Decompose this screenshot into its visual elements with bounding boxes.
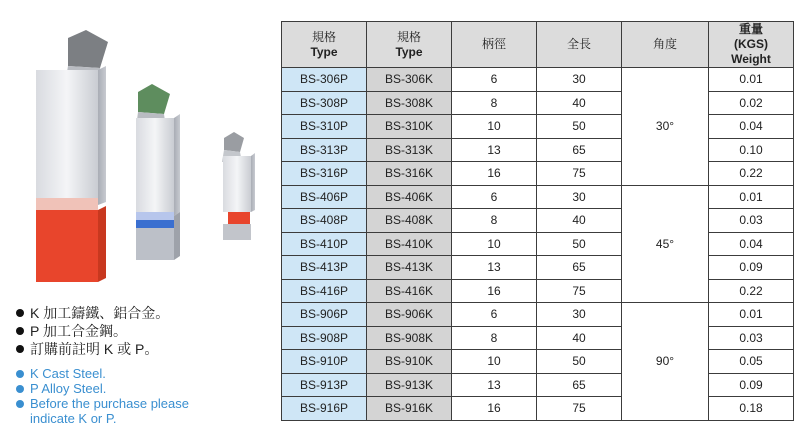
header-length: 全長 xyxy=(537,22,622,68)
code-p: BS-416P xyxy=(282,279,367,303)
shank-cell: 16 xyxy=(452,162,537,186)
weight-cell: 0.10 xyxy=(709,138,794,162)
code-k: BS-313K xyxy=(367,138,452,162)
bullet-icon xyxy=(16,309,24,317)
table-row xyxy=(282,326,794,350)
table-row xyxy=(282,397,794,421)
shank-cell: 13 xyxy=(452,138,537,162)
table-row xyxy=(282,115,794,139)
shank-cell: 10 xyxy=(452,115,537,139)
code-k: BS-910K xyxy=(367,350,452,374)
weight-cell: 0.01 xyxy=(709,303,794,327)
weight-cell: 0.02 xyxy=(709,91,794,115)
header-shank: 柄徑 xyxy=(452,22,537,68)
length-cell: 75 xyxy=(537,279,622,303)
note-zh-item: P 加工合金鋼。 xyxy=(16,322,169,340)
length-cell: 50 xyxy=(537,232,622,256)
weight-cell: 0.09 xyxy=(709,256,794,280)
length-cell: 50 xyxy=(537,115,622,139)
note-en-item: Before the purchase please indicate K or P. xyxy=(16,396,220,426)
large-tool-bit xyxy=(36,30,108,282)
code-k: BS-410K xyxy=(367,232,452,256)
weight-cell: 0.03 xyxy=(709,209,794,233)
weight-cell: 0.05 xyxy=(709,350,794,374)
code-k: BS-413K xyxy=(367,256,452,280)
code-k: BS-916K xyxy=(367,397,452,421)
code-p: BS-906P xyxy=(282,303,367,327)
length-cell: 30 xyxy=(537,303,622,327)
header-spec-p: 規格 Type xyxy=(282,22,367,68)
weight-cell: 0.01 xyxy=(709,185,794,209)
bullet-icon xyxy=(16,345,24,353)
code-k: BS-408K xyxy=(367,209,452,233)
code-p: BS-406P xyxy=(282,185,367,209)
length-cell: 40 xyxy=(537,91,622,115)
table-row xyxy=(282,91,794,115)
shank-cell: 8 xyxy=(452,91,537,115)
shank-cell: 16 xyxy=(452,397,537,421)
length-cell: 75 xyxy=(537,162,622,186)
length-cell: 50 xyxy=(537,350,622,374)
tool-bits-image xyxy=(20,20,270,300)
note-zh-item: K 加工鑄鐵、鋁合金。 xyxy=(16,304,169,322)
bullet-icon xyxy=(16,385,24,393)
code-p: BS-413P xyxy=(282,256,367,280)
code-k: BS-316K xyxy=(367,162,452,186)
weight-cell: 0.09 xyxy=(709,373,794,397)
table-row xyxy=(282,68,794,92)
spec-table xyxy=(281,21,794,421)
table-row xyxy=(282,256,794,280)
note-en-item: K Cast Steel. xyxy=(16,366,220,381)
table-row xyxy=(282,185,794,209)
spec-table-header xyxy=(282,22,794,68)
code-p: BS-908P xyxy=(282,326,367,350)
weight-cell: 0.18 xyxy=(709,397,794,421)
angle-cell: 30° xyxy=(622,68,709,186)
code-p: BS-913P xyxy=(282,373,367,397)
shank-cell: 8 xyxy=(452,326,537,350)
table-row xyxy=(282,138,794,162)
header-spec-k: 規格 Type xyxy=(367,22,452,68)
table-row xyxy=(282,232,794,256)
bullet-icon xyxy=(16,370,24,378)
code-k: BS-306K xyxy=(367,68,452,92)
tool-bits-illustration xyxy=(20,20,270,300)
code-k: BS-406K xyxy=(367,185,452,209)
angle-cell: 45° xyxy=(622,185,709,303)
code-p: BS-313P xyxy=(282,138,367,162)
small-tool-bit xyxy=(222,132,255,240)
note-en-item: P Alloy Steel. xyxy=(16,381,220,396)
length-cell: 75 xyxy=(537,397,622,421)
table-row xyxy=(282,373,794,397)
shank-cell: 13 xyxy=(452,256,537,280)
length-cell: 65 xyxy=(537,373,622,397)
code-p: BS-410P xyxy=(282,232,367,256)
bullet-icon xyxy=(16,327,24,335)
shank-cell: 6 xyxy=(452,303,537,327)
code-p: BS-408P xyxy=(282,209,367,233)
weight-cell: 0.01 xyxy=(709,68,794,92)
length-cell: 65 xyxy=(537,256,622,280)
weight-cell: 0.04 xyxy=(709,115,794,139)
code-p: BS-310P xyxy=(282,115,367,139)
code-k: BS-908K xyxy=(367,326,452,350)
shank-cell: 10 xyxy=(452,350,537,374)
spec-table-body xyxy=(282,68,794,421)
header-angle: 角度 xyxy=(622,22,709,68)
shank-cell: 16 xyxy=(452,279,537,303)
table-row xyxy=(282,209,794,233)
length-cell: 40 xyxy=(537,326,622,350)
length-cell: 65 xyxy=(537,138,622,162)
length-cell: 40 xyxy=(537,209,622,233)
weight-cell: 0.03 xyxy=(709,326,794,350)
code-k: BS-913K xyxy=(367,373,452,397)
table-row xyxy=(282,162,794,186)
header-weight: 重量 (KGS) Weight xyxy=(709,22,794,68)
weight-cell: 0.04 xyxy=(709,232,794,256)
code-p: BS-308P xyxy=(282,91,367,115)
weight-cell: 0.22 xyxy=(709,162,794,186)
code-k: BS-906K xyxy=(367,303,452,327)
notes-english xyxy=(16,366,220,426)
code-p: BS-916P xyxy=(282,397,367,421)
shank-cell: 10 xyxy=(452,232,537,256)
length-cell: 30 xyxy=(537,185,622,209)
code-k: BS-416K xyxy=(367,279,452,303)
notes-chinese xyxy=(16,304,169,358)
medium-tool-bit xyxy=(136,84,180,260)
table-row xyxy=(282,303,794,327)
shank-cell: 6 xyxy=(452,68,537,92)
code-p: BS-910P xyxy=(282,350,367,374)
shank-cell: 8 xyxy=(452,209,537,233)
note-zh-item: 訂購前註明 K 或 P。 xyxy=(16,340,169,358)
table-row xyxy=(282,350,794,374)
angle-cell: 90° xyxy=(622,303,709,421)
shank-cell: 13 xyxy=(452,373,537,397)
weight-cell: 0.22 xyxy=(709,279,794,303)
shank-cell: 6 xyxy=(452,185,537,209)
bullet-icon xyxy=(16,400,24,408)
table-row xyxy=(282,279,794,303)
code-p: BS-316P xyxy=(282,162,367,186)
code-k: BS-308K xyxy=(367,91,452,115)
header-row xyxy=(282,22,794,68)
code-k: BS-310K xyxy=(367,115,452,139)
code-p: BS-306P xyxy=(282,68,367,92)
length-cell: 30 xyxy=(537,68,622,92)
